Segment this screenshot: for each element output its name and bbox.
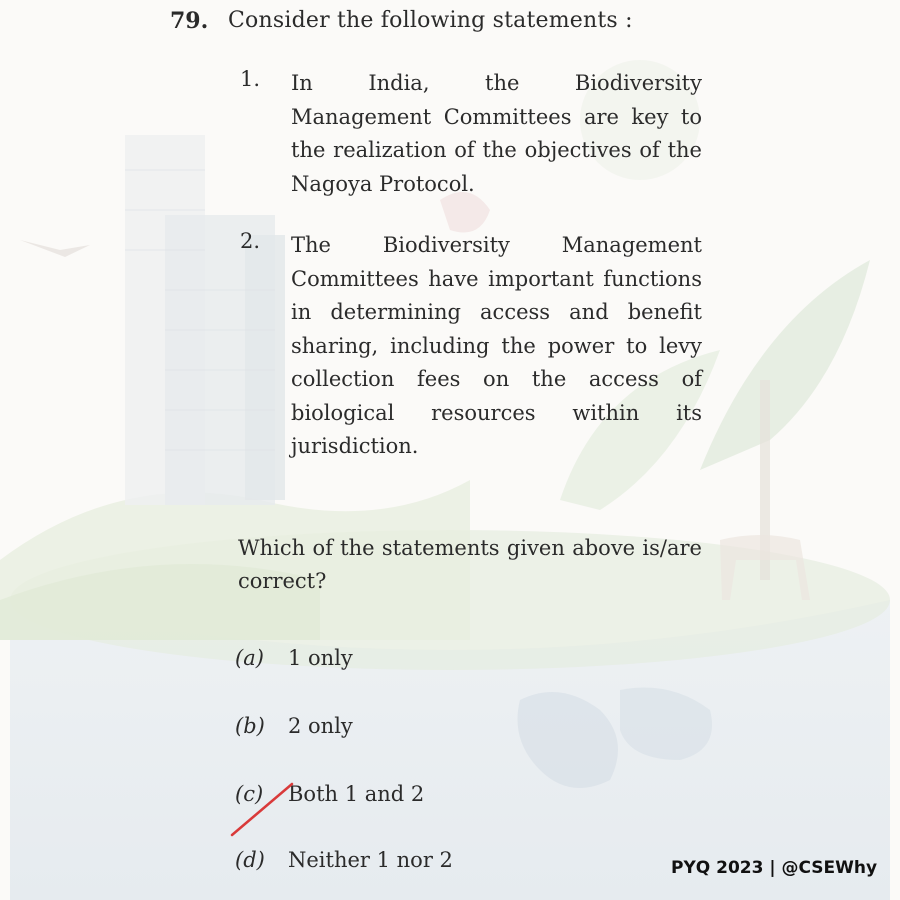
question-title: Consider the following statements :: [228, 8, 633, 33]
option-a-label: (a): [235, 646, 264, 670]
question-prompt: Which of the statements given above is/are correct?: [238, 536, 702, 593]
source-credit: PYQ 2023 | @CSEWhy: [671, 858, 878, 878]
option-b[interactable]: [235, 714, 353, 738]
option-a[interactable]: [235, 646, 353, 670]
answer-tick-mark-icon: [228, 778, 298, 840]
statement-2-number: 2.: [240, 229, 261, 253]
option-a-text: 1 only: [288, 646, 353, 670]
statement-2-text: The Biodiversity Management Committees have important functions in determining access and benefit sharing, including the power to levy collection fees on the access of biological resources within its jurisdiction.: [291, 233, 702, 458]
option-c-text: Both 1 and 2: [288, 782, 425, 806]
question-number: 79.: [170, 8, 209, 34]
option-d-label: (d): [235, 848, 265, 872]
option-d-text: Neither 1 nor 2: [288, 848, 453, 872]
option-d[interactable]: [235, 848, 453, 872]
option-b-label: (b): [235, 714, 265, 738]
option-b-text: 2 only: [288, 714, 353, 738]
statement-1-text: In India, the Biodiversity Management Committees are key to the realization of the objectives of the Nagoya Protocol.: [291, 71, 702, 196]
option-c-label: (c): [235, 782, 264, 806]
statement-1-number: 1.: [240, 67, 261, 91]
